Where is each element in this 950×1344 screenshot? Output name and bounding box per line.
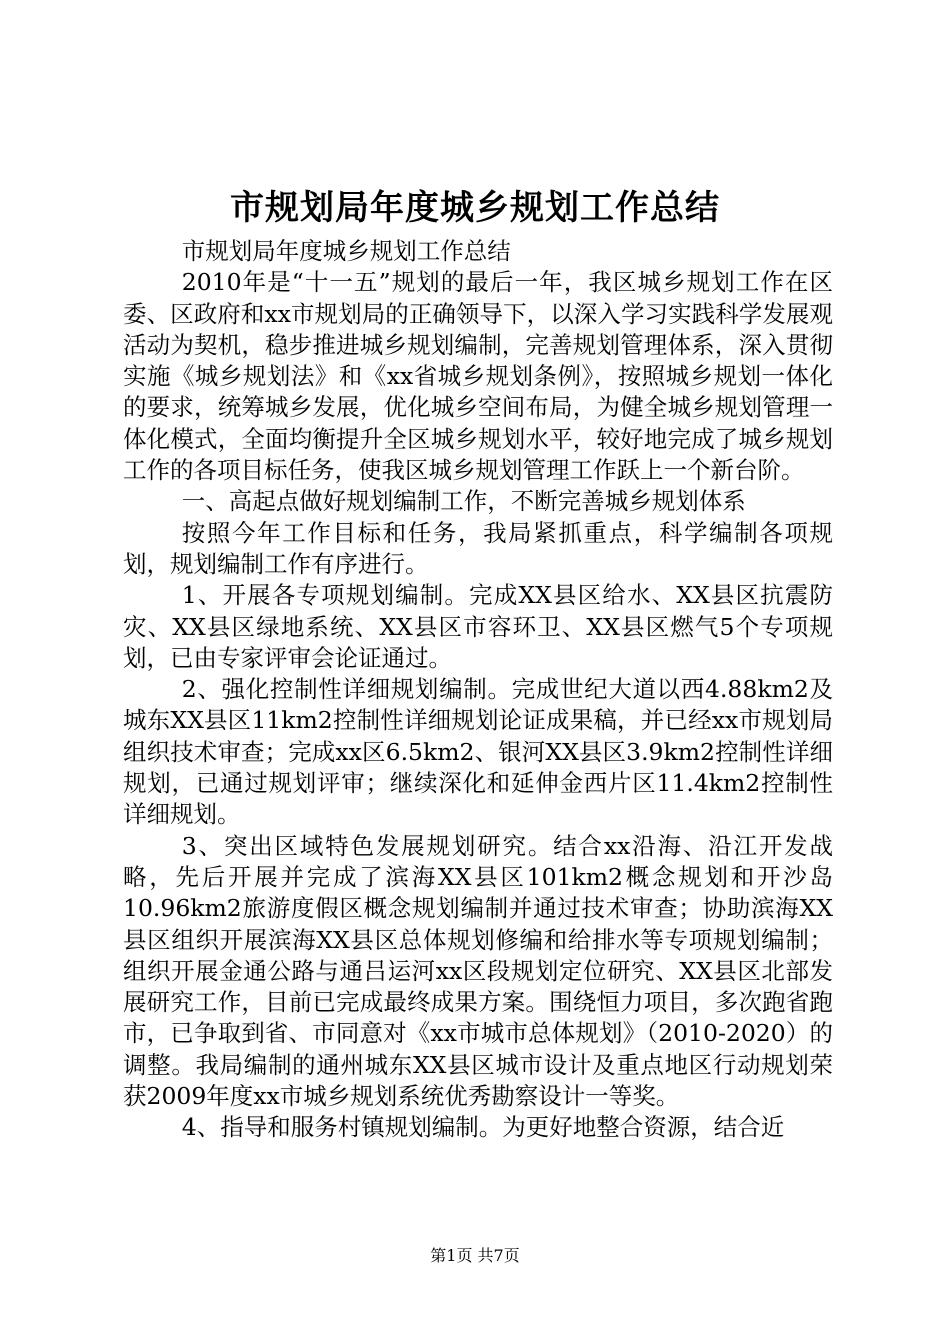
page-number-footer: 第1页 共7页: [430, 1246, 520, 1265]
paragraph-intro: 2010年是“十一五”规划的最后一年，我区城乡规划工作在区委、区政府和xx市规划局的正确领导下，以深入学习实践科学发展观活动为契机，稳步推进城乡规划编制，完善规划管理体系，深入贯彻实施《城乡规划法》和《xx省城乡规划条例》，按照城乡规划一体化的要求，统筹城乡发展，优化城乡空间布局，为健全城乡规划管理一体化模式，全面均衡提升全区城乡规划水平，较好地完成了城乡规划工作的各项目标任务，使我区城乡规划管理工作跃上一个新台阶。: [123, 268, 833, 485]
paragraph-section-intro: 按照今年工作目标和任务，我局紧抓重点，科学编制各项规划，规划编制工作有序进行。: [123, 518, 833, 578]
paragraph-item-3: 3、突出区域特色发展规划研究。结合xx沿海、沿江开发战略，先后开展并完成了滨海XX县区101km2概念规划和开沙岛10.96km2旅游度假区概念规划编制并通过技术审查；协助滨海XX县区组织开展滨海XX县区总体规划修编和给排水等专项规划编制；组织开展金通公路与通吕运河xx区段规划定位研究、XX县区北部发展研究工作，目前已完成最终成果方案。围绕恒力项目，多次跑省跑市，已争取到省、市同意对《xx市城市总体规划》（2010-2020）的调整。我局编制的通州城东XX县区城市设计及重点地区行动规划荣获2009年度xx市城乡规划系统优秀勘察设计一等奖。: [123, 831, 833, 1111]
paragraph-item-2: 2、强化控制性详细规划编制。完成世纪大道以西4.88km2及城东XX县区11km2控制性详细规划论证成果稿，并已经xx市规划局组织技术审查；完成xx区6.5km2、银河XX县区3.9km2控制性详细规划，已通过规划评审；继续深化和延伸金西片区11.4km2控制性详细规划。: [123, 675, 833, 829]
paragraph-item-4: 4、指导和服务村镇规划编制。为更好地整合资源，结合近: [181, 1113, 785, 1142]
document-title: 市规划局年度城乡规划工作总结: [230, 188, 720, 228]
section-heading: 一、高起点做好规划编制工作，不断完善城乡规划体系: [181, 487, 746, 516]
document-body: [123, 236, 833, 1144]
paragraph-item-1: 1、开展各专项规划编制。完成XX县区给水、XX县区抗震防灾、XX县区绿地系统、XX县区市容环卫、XX县区燃气5个专项规划，已由专家评审会论证通过。: [123, 581, 833, 672]
paragraph-subtitle: 市规划局年度城乡规划工作总结: [181, 237, 511, 265]
